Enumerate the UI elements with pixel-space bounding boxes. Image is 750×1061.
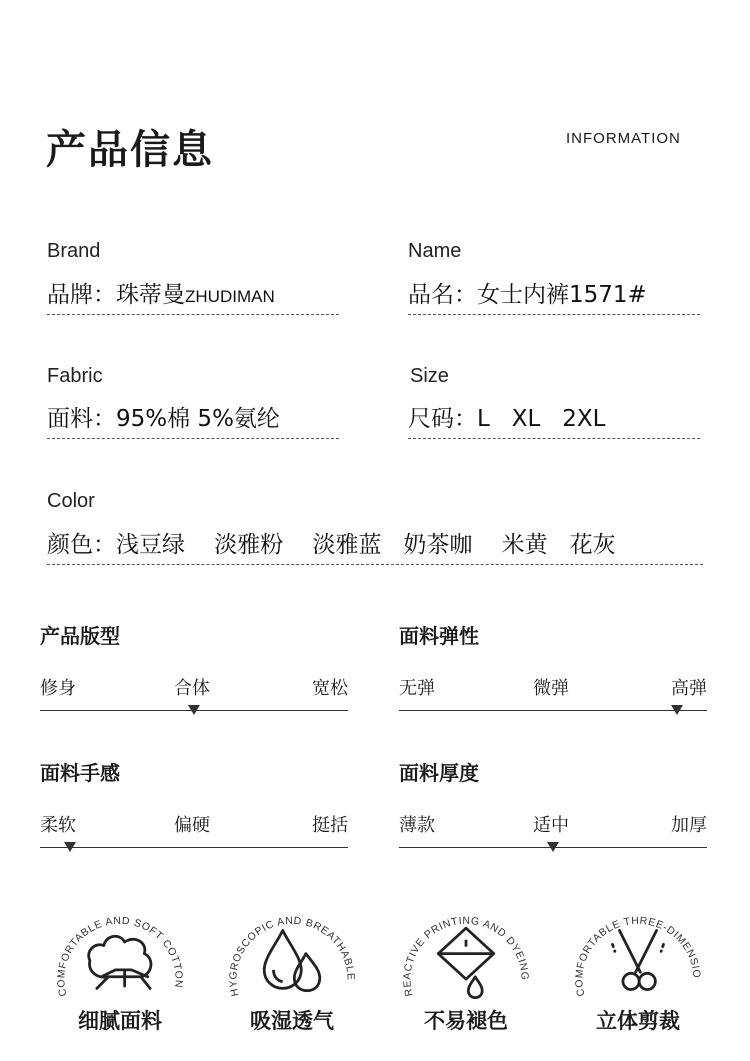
scale-option-label: 偏硬	[174, 815, 210, 836]
size-value: 尺码：L XL 2XL	[408, 406, 606, 432]
dye-icon	[438, 928, 494, 997]
brand-divider	[47, 314, 339, 315]
fabric-label: Fabric	[47, 365, 103, 387]
scale-track	[40, 847, 348, 848]
scale-option-label: 适中	[533, 815, 569, 836]
scale-marker	[188, 705, 200, 715]
brand-label: Brand	[47, 240, 101, 262]
cotton-icon	[89, 936, 151, 988]
scale-title: 面料厚度	[399, 761, 479, 785]
feature-arc-text: REACTIVE PRINTING AND DYEING	[402, 915, 530, 998]
scissors-badge	[568, 905, 708, 1015]
size-divider	[408, 438, 700, 439]
page-title: 产品信息	[46, 127, 214, 173]
scale-title: 面料手感	[40, 761, 120, 785]
scale-option-label: 宽松	[312, 678, 348, 699]
scale-option-label: 修身	[40, 678, 76, 699]
name-divider	[408, 314, 700, 315]
fabric-value: 面料：95%棉 5%氨纶	[47, 406, 280, 432]
feature-arc-text: COMFORTABLE THREE-DIMENSIO	[574, 915, 702, 998]
scale-option-label: 加厚	[671, 815, 707, 836]
dye-badge	[396, 905, 536, 1015]
feature-label: 立体剪裁	[596, 1009, 680, 1033]
size-label: Size	[410, 365, 449, 387]
scale-option-label: 高弹	[671, 678, 707, 699]
feature-arc-text: COMFORTABLE AND SOFT COTTON	[56, 915, 184, 998]
page-subtitle: INFORMATION	[566, 130, 681, 147]
scale-marker	[64, 842, 76, 852]
fabric-divider	[47, 438, 339, 439]
color-value: 颜色：浅豆绿 淡雅粉 淡雅蓝 奶茶咖 米黄 花灰	[47, 532, 616, 558]
name-value: 品名：女士内裤1571#	[408, 282, 647, 308]
svg-text:COMFORTABLE AND SOFT COTTON	[56, 916, 183, 997]
water-drops-badge	[222, 905, 362, 1015]
feature-arc-text: HYGROSCOPIC AND BREATHABLE	[228, 915, 356, 998]
name-label: Name	[408, 240, 462, 262]
cotton-badge	[50, 905, 190, 1015]
brand-value: 品牌：珠蒂曼ZHUDIMAN	[47, 282, 275, 308]
scale-marker	[671, 705, 683, 715]
scale-title: 产品版型	[40, 624, 120, 648]
color-divider	[47, 564, 703, 565]
feature-label: 不易褪色	[424, 1009, 508, 1033]
feature-label: 吸湿透气	[250, 1009, 334, 1033]
scale-title: 面料弹性	[399, 624, 479, 648]
scale-track	[399, 710, 707, 711]
brand-value-suffix: ZHUDIMAN	[185, 287, 275, 306]
scale-option-label: 薄款	[399, 815, 435, 836]
scale-option-label: 柔软	[40, 815, 76, 836]
color-label: Color	[47, 490, 95, 512]
scale-option-label: 微弹	[533, 678, 569, 699]
scale-option-label: 合体	[174, 678, 210, 699]
scissors-icon	[613, 930, 664, 989]
water-drops-icon	[264, 930, 320, 990]
feature-label: 细腻面料	[78, 1009, 162, 1033]
scale-option-label: 无弹	[399, 678, 435, 699]
scale-option-label: 挺括	[312, 815, 348, 836]
scale-marker	[547, 842, 559, 852]
